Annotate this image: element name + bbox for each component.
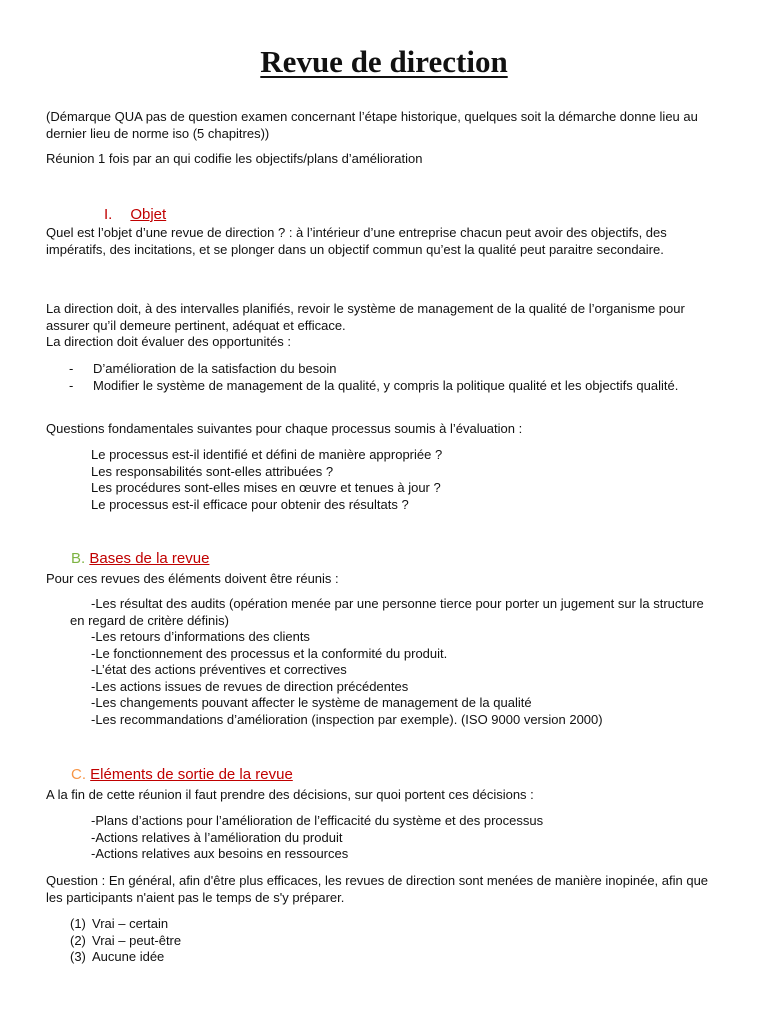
questions-list bbox=[91, 447, 731, 513]
section-number: B. bbox=[71, 550, 86, 567]
answer-options bbox=[70, 916, 181, 966]
list-item: -Les actions issues de revues de direction précédentes bbox=[91, 678, 409, 694]
section-heading-text: Eléments de sortie de la revue bbox=[90, 766, 293, 783]
option-text: Aucune idée bbox=[92, 949, 165, 964]
question-item: Le processus est-il efficace pour obtenir des résultats ? bbox=[91, 496, 409, 512]
section-heading-text: Bases de la revue bbox=[89, 550, 210, 567]
opportunities-list bbox=[69, 361, 709, 394]
list-item bbox=[69, 361, 709, 378]
bullet-marker: - bbox=[69, 361, 74, 376]
list-item: -Les résultat des audits (opération menée par une personne tierce pour porter un jugement sur la structure en regard de critère définis) bbox=[70, 596, 704, 628]
option-text: Vrai – certain bbox=[92, 916, 169, 931]
list-item: -Actions relatives à l’amélioration du produit bbox=[91, 829, 343, 845]
list-item: -Actions relatives aux besoins en ressources bbox=[91, 846, 349, 861]
sortie-list bbox=[91, 813, 731, 863]
question-item: Les responsabilités sont-elles attribuées ? bbox=[91, 463, 334, 479]
list-item-text: Modifier le système de management de la qualité, y compris la politique qualité et les objectifs qualité. bbox=[93, 377, 679, 393]
option-marker: (2) bbox=[70, 932, 86, 948]
page-title: Revue de direction bbox=[260, 44, 508, 79]
list-item: -Les changements pouvant affecter le système de management de la qualité bbox=[91, 695, 532, 710]
list-item: -Le fonctionnement des processus et la conformité du produit. bbox=[91, 645, 448, 661]
question-paragraph: Question : En général, afin d'être plus efficaces, les revues de direction sont menées de manière inopinée, afin que les participants n'aient pas le temps de s'y préparer. bbox=[46, 873, 709, 905]
option-text: Vrai – peut-être bbox=[92, 932, 182, 948]
bases-intro: Pour ces revues des éléments doivent être réunis : bbox=[46, 571, 339, 586]
question-item: Le processus est-il identifié et défini de manière appropriée ? bbox=[91, 447, 443, 462]
section-bases-heading bbox=[71, 550, 209, 568]
section-number: I. bbox=[104, 206, 113, 223]
opportunities-intro: La direction doit évaluer des opportunités : bbox=[46, 334, 291, 349]
section-objet-heading bbox=[104, 206, 166, 224]
list-item: -L’état des actions préventives et correctives bbox=[91, 662, 347, 677]
questions-intro: Questions fondamentales suivantes pour chaque processus soumis à l’évaluation : bbox=[46, 421, 523, 436]
direction-paragraph: La direction doit, à des intervalles planifiés, revoir le système de management de la qualité de l’organisme pour assurer qu’il demeure pertinent, adéquat et efficace. bbox=[46, 301, 685, 333]
list-item: -Les recommandations d’amélioration (inspection par exemple). (ISO 9000 version 2000) bbox=[91, 711, 603, 727]
answer-option bbox=[70, 916, 181, 933]
answer-option bbox=[70, 933, 181, 950]
intro-paragraph: (Démarque QUA pas de question examen concernant l’étape historique, quelques soit la démarche donne lieu au dernier lieu de norme iso (5 chapitres)) bbox=[46, 109, 698, 141]
list-item-text: D’amélioration de la satisfaction du besoin bbox=[93, 361, 337, 376]
sortie-intro: A la fin de cette réunion il faut prendre des décisions, sur quoi portent ces décisions : bbox=[46, 787, 534, 802]
intro-meeting-paragraph: Réunion 1 fois par an qui codifie les objectifs/plans d’amélioration bbox=[46, 151, 423, 166]
section-sortie-heading bbox=[71, 766, 293, 784]
bases-list bbox=[70, 596, 710, 728]
section-heading-text: Objet bbox=[130, 206, 167, 223]
objet-paragraph: Quel est l’objet d’une revue de direction ? : à l’intérieur d’une entreprise chacun peut avoir des objectifs, des impératifs, des incitations, et se plonger dans un objectif commun qu’est la qualité peut paraitre secondaire. bbox=[46, 225, 667, 257]
answer-option bbox=[70, 949, 181, 966]
option-marker: (3) bbox=[70, 949, 86, 964]
list-item bbox=[69, 378, 709, 395]
bullet-marker: - bbox=[69, 377, 74, 393]
question-item: Les procédures sont-elles mises en œuvre et tenues à jour ? bbox=[91, 480, 441, 495]
list-item: -Plans d’actions pour l’amélioration de l’efficacité du système et des processus bbox=[91, 813, 544, 828]
section-number: C. bbox=[71, 766, 86, 783]
option-marker: (1) bbox=[70, 916, 86, 931]
list-item: -Les retours d’informations des clients bbox=[91, 629, 310, 644]
